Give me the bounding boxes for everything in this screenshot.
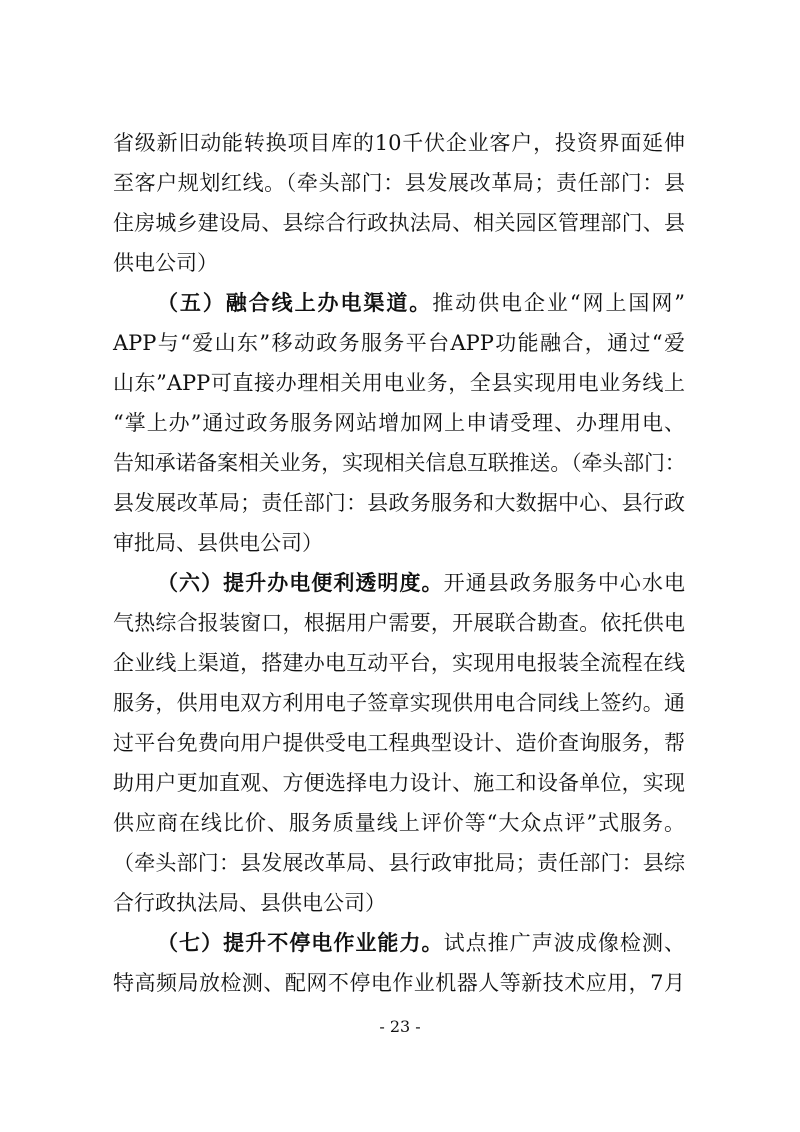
- text-line: 告知承诺备案相关业务，实现相关信息互联推送。（牵头部门：: [113, 451, 685, 475]
- text-line: 至客户规划红线。（牵头部门：县发展改革局；责任部门：县: [113, 171, 685, 195]
- text-line: 住房城乡建设局、县综合行政执法局、相关园区管理部门、县: [113, 211, 685, 235]
- text-line: [113, 563, 685, 603]
- page-number: - 23 -: [379, 1017, 421, 1036]
- paragraph-section-7: [113, 923, 685, 1003]
- text-line: （牵头部门：县发展改革局、县行政审批局；责任部门：县综: [113, 851, 685, 875]
- text-line: 山东”APP可直接办理相关用电业务，全县实现用电业务线上: [113, 371, 685, 395]
- text-line-rest: 试点推广声波成像检测、: [443, 931, 686, 955]
- paragraph-section-6: [113, 563, 685, 923]
- text-line: 审批局、县供电公司）: [113, 531, 323, 555]
- text-line: 过平台免费向用户提供受电工程典型设计、造价查询服务，帮: [113, 731, 685, 755]
- section-heading: （五）融合线上办电渠道。: [157, 290, 433, 315]
- text-line: 省级新旧动能转换项目库的10千伏企业客户，投资界面延伸: [113, 131, 685, 155]
- section-heading: （七）提升不停电作业能力。: [157, 930, 444, 955]
- text-line: 服务，供用电双方利用电子签章实现供用电合同线上签约。通: [113, 691, 685, 715]
- text-line: 企业线上渠道，搭建办电互动平台，实现用电报装全流程在线: [113, 651, 685, 675]
- document-body: [113, 123, 685, 1003]
- text-line: [113, 923, 685, 963]
- paragraph-section-5: [113, 283, 685, 563]
- text-line: 供应商在线比价、服务质量线上评价等“大众点评”式服务。: [113, 811, 685, 835]
- text-line-rest: 开通县政务服务中心水电: [443, 571, 686, 595]
- text-line: 县发展改革局；责任部门：县政务服务和大数据中心、县行政: [113, 491, 685, 515]
- paragraph-continued: [113, 123, 685, 283]
- text-line-rest: 推动供电企业“网上国网”: [432, 291, 685, 315]
- text-line: 气热综合报装窗口，根据用户需要，开展联合勘查。依托供电: [113, 611, 685, 635]
- text-line: 供电公司）: [113, 251, 218, 275]
- section-heading: （六）提升办电便利透明度。: [157, 570, 444, 595]
- text-line: 特高频局放检测、配网不停电作业机器人等新技术应用，7月: [113, 971, 685, 995]
- text-line: 合行政执法局、县供电公司）: [113, 891, 386, 915]
- text-line: “掌上办”通过政务服务网站增加网上申请受理、办理用电、: [113, 411, 685, 435]
- text-line: 助用户更加直观、方便选择电力设计、施工和设备单位，实现: [113, 771, 685, 795]
- text-line: [113, 283, 685, 323]
- text-line: APP与“爱山东”移动政务服务平台APP功能融合，通过“爱: [113, 331, 685, 355]
